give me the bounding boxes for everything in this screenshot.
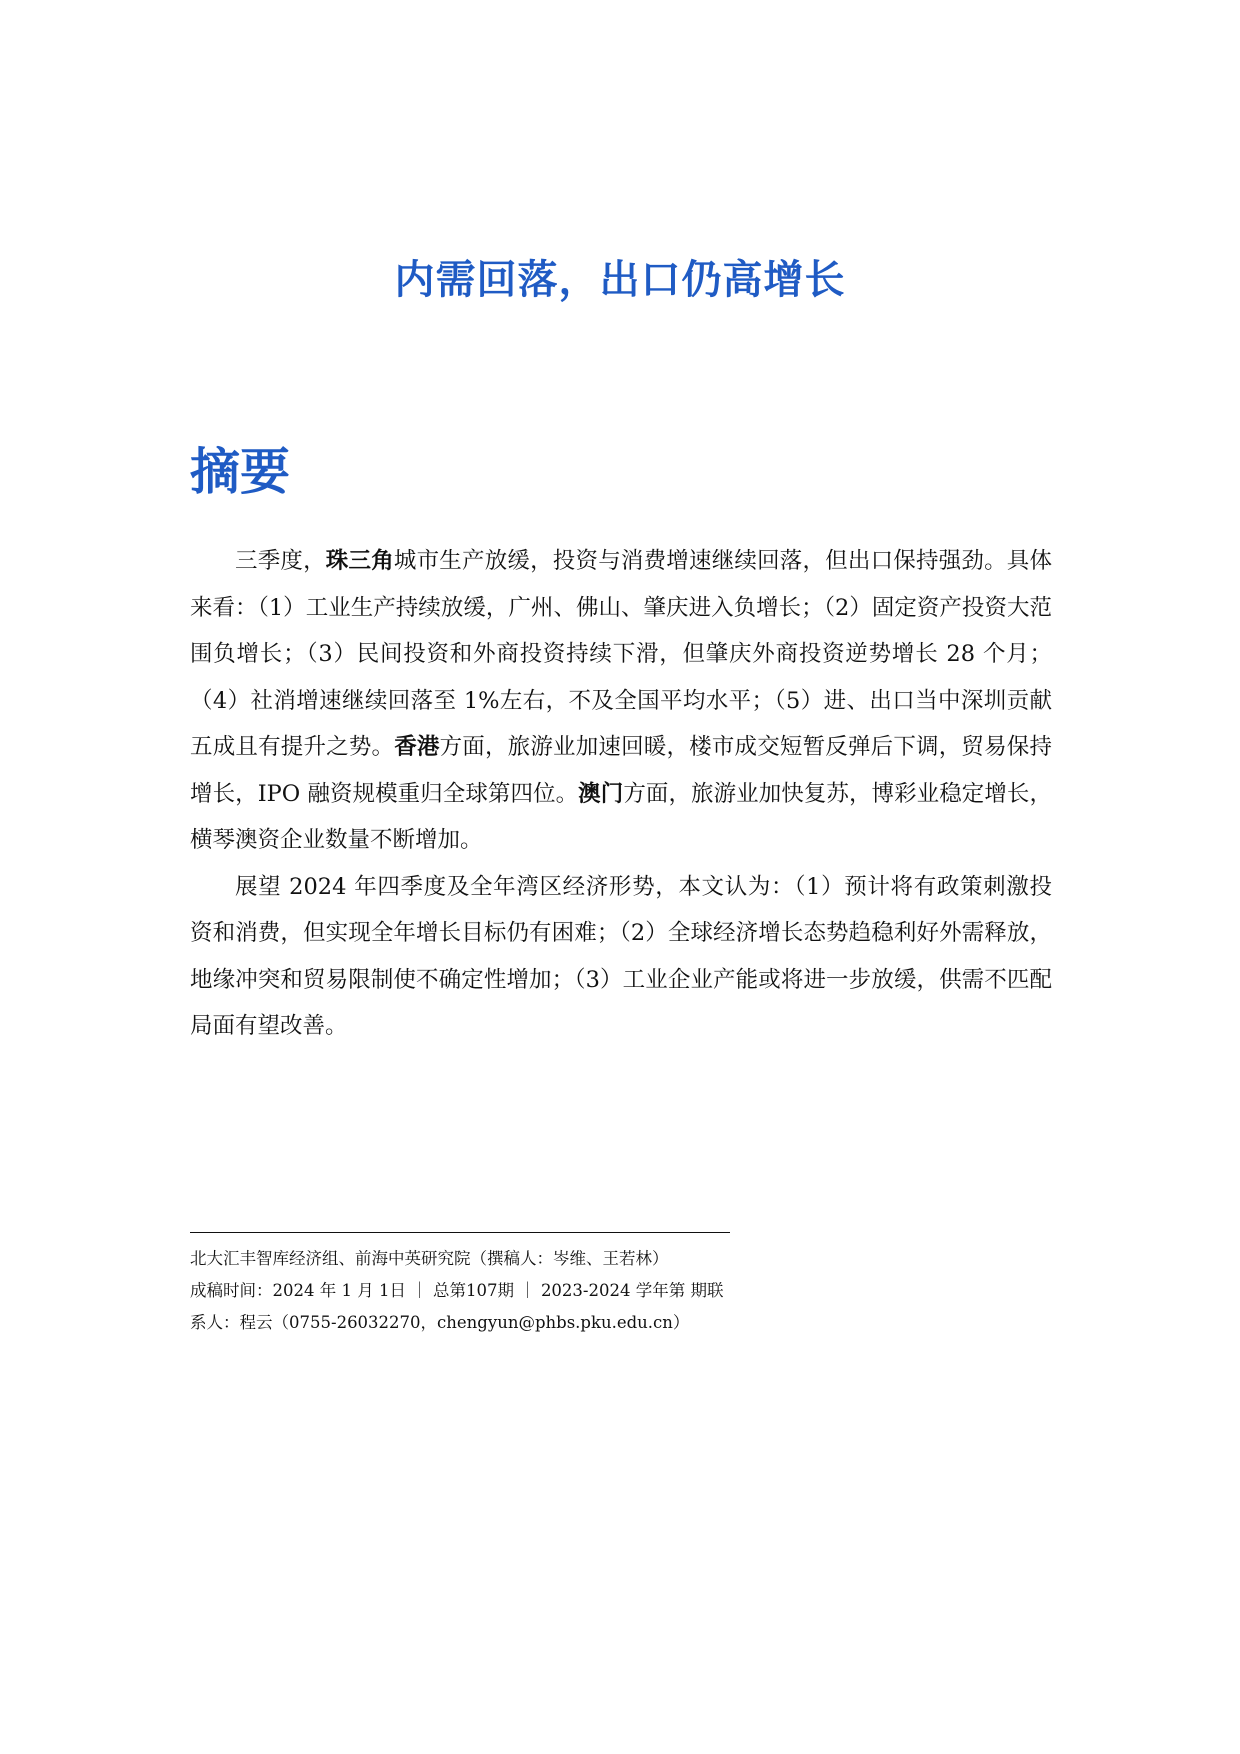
region-label-hongkong: 香港	[394, 734, 440, 760]
footnote-authors: 北大汇丰智库经济组、前海中英研究院（撰稿人：岑维、王若林）	[190, 1249, 669, 1268]
footnote-contact: 系人：程云（0755-26032270，chengyun@phbs.pku.edu.cn）	[190, 1313, 690, 1332]
p1-text-1: 三季度，	[235, 548, 326, 574]
abstract-paragraph-1	[190, 538, 1052, 864]
page-title: 内需回落，出口仍高增长	[394, 257, 846, 303]
footnote	[190, 1232, 750, 1339]
p1-text-2: 城市生产放缓，投资与消费增速继续回落，但出口保持强劲。具体来看：（1）工业生产持续放缓，广州、佛山、肇庆进入负增长；（2）固定资产投资大范围负增长；（3）民间投资和外商投资持续下滑，但肇庆外商投资逆势增长 28 个月；（4）社消增速继续回落至 1%左右，不及全国平均水平；（5）进、出口当中深圳贡献五成且有提升之势。	[190, 548, 1052, 760]
p1-text-3: 方面，旅游业加速回暖，楼市成交短暂反弹后下调，贸易保持增长，IPO 融资规模重归全球第四位。	[190, 734, 1052, 807]
section-heading-abstract: 摘要	[190, 443, 290, 501]
abstract-paragraph-2: 展望 2024 年四季度及全年湾区经济形势，本文认为：（1）预计将有政策刺激投资和消费，但实现全年增长目标仍有困难；（2）全球经济增长态势趋稳利好外需释放，地缘冲突和贸易限制使不确定性增加；（3）工业企业产能或将进一步放缓，供需不匹配局面有望改善。	[190, 873, 1052, 1039]
abstract-body	[190, 538, 1052, 1050]
footnote-divider	[190, 1232, 730, 1233]
footnote-date-issue: 成稿时间：2024 年 1 月 1日 ｜ 总第107期 ｜ 2023-2024 学年第 期联	[190, 1281, 724, 1300]
region-label-macau: 澳门	[578, 780, 624, 807]
p1-text-4: 方面，旅游业加快复苏，博彩业稳定增长，横琴澳资企业数量不断增加。	[190, 780, 1052, 853]
region-label-prd: 珠三角	[325, 548, 394, 574]
